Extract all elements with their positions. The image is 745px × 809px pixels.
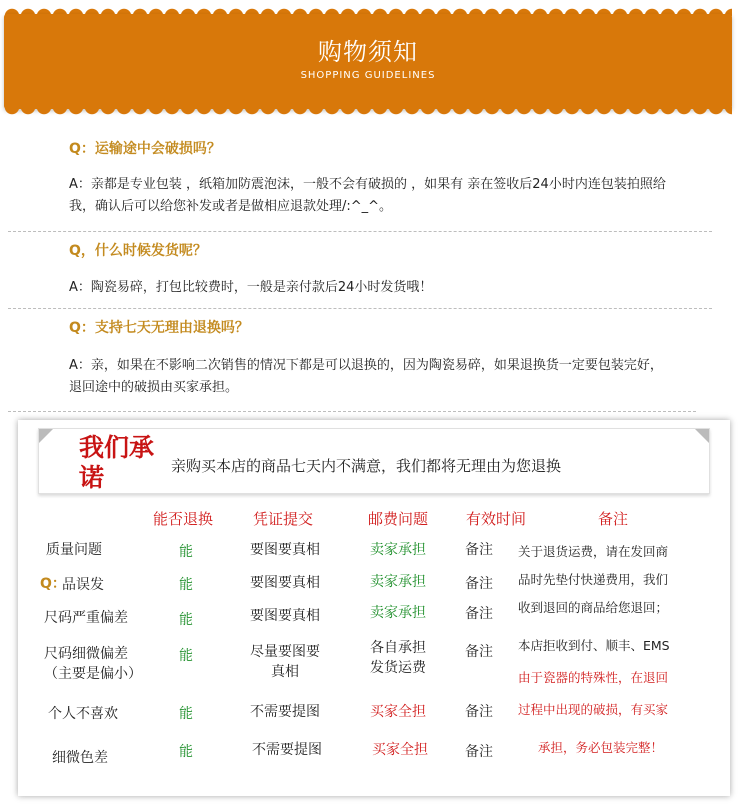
faq-question-3: Q：支持七天无理由退换吗？ [69, 320, 249, 336]
remark-line-5: 由于瓷器的特殊性，在退回 [518, 670, 669, 685]
header-valid-time: 有效时间 [465, 510, 526, 528]
header-banner [4, 4, 732, 122]
row-5-valid: 备注 [465, 704, 493, 720]
promise-card [18, 420, 730, 796]
faq-question-2: Q，什么时候发货呢？ [69, 243, 207, 259]
row-6-postage: 买家全担 [372, 742, 428, 758]
row-6-valid: 备注 [465, 744, 493, 760]
faq-answer-1-line-1: A：亲都是专业包装 ，纸箱加防震泡沫，一般不会有破损的 ，如果有 亲在签收后24小时内连包装拍照给 [69, 177, 666, 192]
remark-line-3: 收到退回的商品给您退回； [518, 600, 669, 615]
row-1-returnable: 能 [179, 544, 193, 560]
corner-fold-left [39, 429, 53, 443]
row-4-valid: 备注 [465, 644, 493, 660]
row-5-item: 个人不喜欢 [48, 706, 118, 722]
row-2-item: 品误发 [62, 577, 104, 593]
remark-line-2: 品时先垫付快递费用，我们 [518, 572, 669, 587]
faq-answer-3-line-1: A：亲，如果在不影响二次销售的情况下都是可以退换的，因为陶瓷易碎，如果退换货一定要包装完好， [69, 358, 663, 373]
banner-title: 购物须知 [318, 38, 418, 66]
row-3-postage: 卖家承担 [370, 605, 426, 621]
row-1-valid: 备注 [465, 542, 493, 558]
header-proof: 凭证提交 [252, 510, 313, 528]
faq-answer-1-line-2: 我，确认后可以给您补发或者是做相应退款处理/:^_^。 [69, 199, 393, 214]
faq-question-1: Q：运输途中会破损吗？ [69, 141, 221, 157]
banner-scallop-bottom [4, 107, 732, 119]
row-5-returnable: 能 [179, 706, 193, 722]
row-1-proof: 要图要真相 [250, 542, 320, 558]
row-3-returnable: 能 [179, 612, 193, 628]
faq-answer-3-line-2: 退回途中的破损由买家承担。 [69, 380, 239, 395]
row-2-valid: 备注 [465, 576, 493, 592]
row-6-returnable: 能 [179, 744, 193, 760]
remark-line-7: 承担，务必包装完整！ [538, 740, 664, 755]
row-2-returnable: 能 [179, 577, 193, 593]
row-1-item: 质量问题 [46, 542, 102, 558]
banner-subtitle: SHOPPING GUIDELINES [300, 70, 436, 81]
faq-answer-2-line-1: A：陶瓷易碎，打包比较费时，一般是亲付款后24小时发货哦！ [69, 280, 433, 295]
faq-divider-1 [8, 231, 712, 232]
promise-header [38, 428, 710, 494]
row-3-valid: 备注 [465, 606, 493, 622]
remark-line-1: 关于退货运费，请在发回商 [518, 544, 669, 559]
faq-answer-1 [69, 174, 715, 218]
row-2-proof: 要图要真相 [250, 575, 320, 591]
row-4-item: 尺码细微偏差 （主要是偏小） [44, 646, 142, 682]
faq-divider-3 [8, 411, 696, 412]
faq-answer-3 [69, 355, 715, 399]
row-4-returnable: 能 [179, 648, 193, 664]
header-remarks: 备注 [597, 510, 628, 528]
row-6-proof: 不需要提图 [252, 742, 322, 758]
row-5-postage: 买家全担 [370, 704, 426, 720]
promise-title: 我们承诺 [79, 433, 155, 492]
remark-line-6: 过程中出现的破损，有买家 [518, 702, 669, 717]
row-3-proof: 要图要真相 [250, 608, 320, 624]
row-3-item: 尺码严重偏差 [44, 610, 128, 626]
faq-answer-2 [69, 277, 715, 299]
overlay-q-label: Q： [40, 576, 66, 592]
row-4-proof: 尽量要图要 真相 [250, 644, 320, 680]
promise-text: 亲购买本店的商品七天内不满意，我们都将无理由为您退换 [171, 457, 562, 475]
row-5-proof: 不需要提图 [250, 704, 320, 720]
header-returnable: 能否退换 [152, 510, 213, 528]
faq-divider-2 [8, 308, 712, 309]
row-1-postage: 卖家承担 [370, 542, 426, 558]
header-postage: 邮费问题 [367, 510, 428, 528]
remark-line-4: 本店拒收到付、顺丰、EMS [518, 638, 670, 653]
corner-fold-right [695, 429, 709, 443]
row-6-item: 细微色差 [52, 750, 108, 766]
row-4-postage: 各自承担 发货运费 [370, 640, 426, 676]
row-2-postage: 卖家承担 [370, 574, 426, 590]
